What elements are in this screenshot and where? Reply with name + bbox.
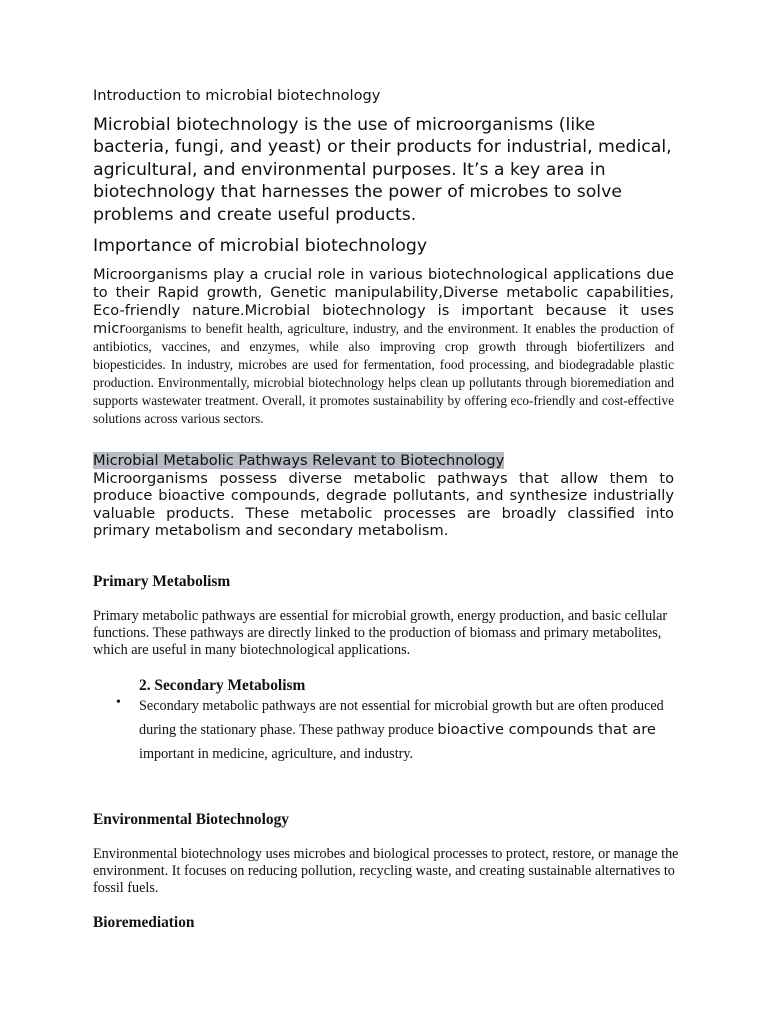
importance-paragraph bbox=[93, 266, 674, 428]
secondary-text-c: important in medicine, agriculture, and industry. bbox=[139, 746, 414, 762]
environmental-biotech-paragraph: Environmental biotechnology uses microbes and biological processes to protect, restore, or manage the environment. It focuses on reducing pollution, recycling waste, and creating sustainable alternatives to fossil fuels. bbox=[93, 846, 679, 896]
importance-text-serif: oorganisms to benefit health, agriculture, industry, and the environment. It enables the production of antibiotics, vaccines, and enzymes, while also improving crop growth through biofertilizers and biopesticides. In industry, microbes are used for fermentation, food processing, and biodegradable plastic production. Environmentally, microbial biotechnology helps clean up pollutants through bioremediation and supports wastewater treatment. Overall, it promotes sustainability by offering eco-friendly and cost-effective solutions across various sectors. bbox=[93, 321, 674, 426]
bullet-icon: • bbox=[116, 695, 121, 710]
secondary-text-b: bioactive compounds that are bbox=[437, 721, 656, 738]
importance-heading: Importance of microbial biotechnology bbox=[93, 236, 428, 256]
primary-metabolism-heading: Primary Metabolism bbox=[93, 573, 231, 590]
primary-metabolism-paragraph: Primary metabolic pathways are essential for microbial growth, energy production, and basic cellular functions. These pathways are directly linked to the production of biomass and primary metabolites, which are useful in many biotechnological applications. bbox=[93, 608, 668, 658]
pathways-paragraph: Microorganisms possess diverse metabolic pathways that allow them to produce bioactive compounds, degrade pollutants, and synthesize industrially valuable products. These metabolic processes are broadly classified into primary metabolism and secondary metabolism. bbox=[93, 470, 674, 539]
pathways-heading bbox=[93, 452, 674, 470]
secondary-text-a: Secondary metabolic pathways are not essential for microbial growth but are often produced during the stationary phase. These pathway produce bbox=[139, 698, 664, 738]
pathways-heading-highlight: Microbial Metabolic Pathways Relevant to Biotechnology bbox=[93, 452, 505, 469]
secondary-metabolism-heading: 2. Secondary Metabolism bbox=[139, 677, 306, 694]
intro-paragraph: Microbial biotechnology is the use of microorganisms (like bacteria, fungi, and yeast) or their products for industrial, medical, agricultural, and environmental purposes. It’s a key area in biotechnology that harnesses the power of microbes to solve problems and create useful products. bbox=[93, 115, 672, 225]
secondary-metabolism-paragraph bbox=[139, 694, 684, 766]
importance-text-sans: Microorganisms play a crucial role in various biotechnological applications due to their Rapid growth, Genetic manipulability,Diverse metabolic capabilities, Eco-friendly nature.Microbial biotechnology is important because it uses micr bbox=[93, 266, 674, 337]
document-title: Introduction to microbial biotechnology bbox=[93, 87, 381, 104]
bioremediation-heading: Bioremediation bbox=[93, 914, 195, 931]
environmental-biotech-heading: Environmental Biotechnology bbox=[93, 811, 289, 828]
